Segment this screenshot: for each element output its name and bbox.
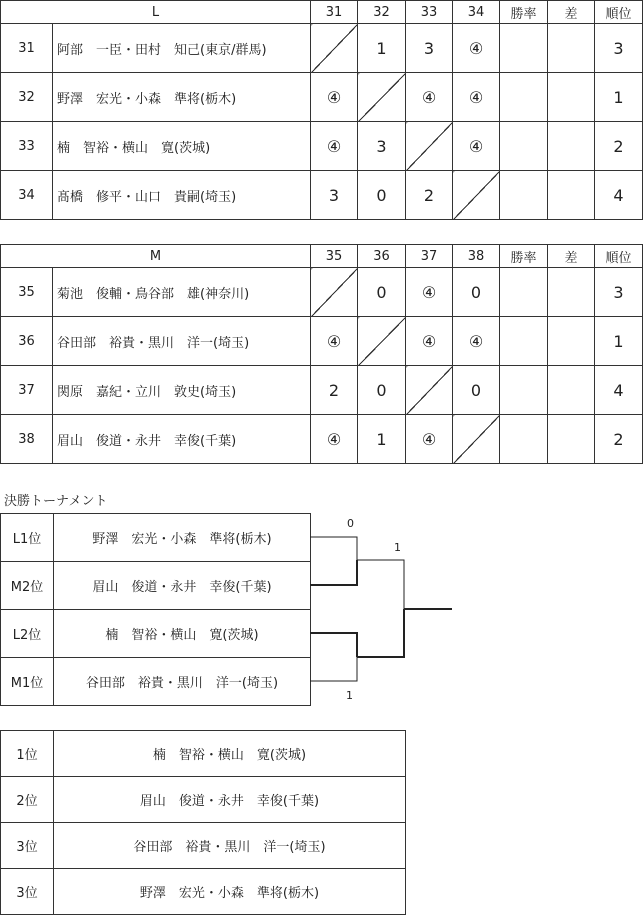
win-rate-header: 勝率 xyxy=(500,1,548,24)
pair-name: 菊池 俊輔・鳥谷部 雄(神奈川) xyxy=(53,268,311,317)
semifinal-bottom-score: 1 xyxy=(346,689,353,702)
score-cell: 0 xyxy=(453,268,500,317)
score-cell: 0 xyxy=(358,171,406,220)
score-cell: ④ xyxy=(453,73,500,122)
col-header: 37 xyxy=(406,245,453,268)
ranking-pair-name: 野澤 宏光・小森 準将(栃木) xyxy=(54,869,406,915)
final-ranking-table xyxy=(0,730,406,915)
col-header: 38 xyxy=(453,245,500,268)
pair-name: 谷田部 裕貴・黒川 洋一(埼玉) xyxy=(53,317,311,366)
rank-cell: 1 xyxy=(595,317,643,366)
pair-name: 野澤 宏光・小森 準将(栃木) xyxy=(53,73,311,122)
place-label: 1位 xyxy=(1,731,54,777)
score-cell: 2 xyxy=(311,366,358,415)
score-cell: 3 xyxy=(358,122,406,171)
pair-name: 眉山 俊道・永井 幸俊(千葉) xyxy=(53,415,311,464)
pair-number: 34 xyxy=(1,171,53,220)
seed-label: L1位 xyxy=(1,514,54,562)
bracket-line-top-lower xyxy=(310,560,357,585)
score-cell: 0 xyxy=(358,268,406,317)
bracket-line-bottom-lower xyxy=(310,657,357,681)
col-header: 35 xyxy=(311,245,358,268)
bracket-pair-name: 谷田部 裕貴・黒川 洋一(埼玉) xyxy=(54,658,311,706)
col-header: 36 xyxy=(358,245,406,268)
rank-header: 順位 xyxy=(595,1,643,24)
ranking-row xyxy=(1,823,406,869)
rank-cell: 2 xyxy=(595,122,643,171)
score-cell: ④ xyxy=(311,415,358,464)
score-cell: ④ xyxy=(406,415,453,464)
score-cell: 0 xyxy=(453,366,500,415)
rank-header: 順位 xyxy=(595,245,643,268)
col-header: 33 xyxy=(406,1,453,24)
score-cell: ④ xyxy=(311,317,358,366)
score-cell: ④ xyxy=(406,317,453,366)
seed-label: M1位 xyxy=(1,658,54,706)
bracket-pair-name: 野澤 宏光・小森 準将(栃木) xyxy=(54,514,311,562)
score-cell: 3 xyxy=(311,171,358,220)
score-cell: 3 xyxy=(406,24,453,73)
pair-number: 37 xyxy=(1,366,53,415)
ranking-pair-name: 眉山 俊道・永井 幸俊(千葉) xyxy=(54,777,406,823)
col-header: 34 xyxy=(453,1,500,24)
pair-name: 関原 嘉紀・立川 敦史(埼玉) xyxy=(53,366,311,415)
place-label: 3位 xyxy=(1,823,54,869)
col-header: 32 xyxy=(358,1,406,24)
score-cell: ④ xyxy=(311,122,358,171)
pair-name: 髙橋 修平・山口 貴嗣(埼玉) xyxy=(53,171,311,220)
bracket-pair-name: 眉山 俊道・永井 幸俊(千葉) xyxy=(54,562,311,610)
pair-name: 楠 智裕・横山 寛(茨城) xyxy=(53,122,311,171)
bracket-line-bottom-upper xyxy=(310,633,357,657)
rank-cell: 3 xyxy=(595,268,643,317)
pair-number: 33 xyxy=(1,122,53,171)
score-cell: ④ xyxy=(311,73,358,122)
score-cell: ④ xyxy=(406,73,453,122)
ranking-row xyxy=(1,869,406,915)
score-cell: ④ xyxy=(453,24,500,73)
bracket-line-final-lower xyxy=(357,609,404,657)
tournament-title: 決勝トーナメント xyxy=(4,494,108,509)
ranking-pair-name: 楠 智裕・横山 寛(茨城) xyxy=(54,731,406,777)
diff-header: 差 xyxy=(548,245,595,268)
score-cell: 0 xyxy=(358,366,406,415)
seed-label: L2位 xyxy=(1,610,54,658)
col-header: 31 xyxy=(311,1,358,24)
pair-number: 38 xyxy=(1,415,53,464)
rank-cell: 4 xyxy=(595,171,643,220)
score-cell: 2 xyxy=(406,171,453,220)
bracket-line-top-upper xyxy=(310,537,357,560)
group-l-title: L xyxy=(1,1,311,24)
rank-cell: 3 xyxy=(595,24,643,73)
score-cell: 1 xyxy=(358,415,406,464)
rank-cell: 1 xyxy=(595,73,643,122)
score-cell: 1 xyxy=(358,24,406,73)
pair-number: 36 xyxy=(1,317,53,366)
group-m-title: M xyxy=(1,245,311,268)
seed-label: M2位 xyxy=(1,562,54,610)
ranking-row xyxy=(1,731,406,777)
diff-header: 差 xyxy=(548,1,595,24)
pair-number: 32 xyxy=(1,73,53,122)
pair-number: 31 xyxy=(1,24,53,73)
place-label: 2位 xyxy=(1,777,54,823)
win-rate-header: 勝率 xyxy=(500,245,548,268)
bracket-line-final-upper xyxy=(357,560,404,609)
ranking-pair-name: 谷田部 裕貴・黒川 洋一(埼玉) xyxy=(54,823,406,869)
score-cell: ④ xyxy=(406,268,453,317)
bracket-pair-name: 楠 智裕・横山 寛(茨城) xyxy=(54,610,311,658)
score-cell: ④ xyxy=(453,122,500,171)
score-cell: ④ xyxy=(453,317,500,366)
rank-cell: 2 xyxy=(595,415,643,464)
ranking-row xyxy=(1,777,406,823)
place-label: 3位 xyxy=(1,869,54,915)
pair-number: 35 xyxy=(1,268,53,317)
final-score: 1 xyxy=(394,541,401,554)
pair-name: 阿部 一臣・田村 知己(東京/群馬) xyxy=(53,24,311,73)
rank-cell: 4 xyxy=(595,366,643,415)
semifinal-top-score: 0 xyxy=(347,517,354,530)
